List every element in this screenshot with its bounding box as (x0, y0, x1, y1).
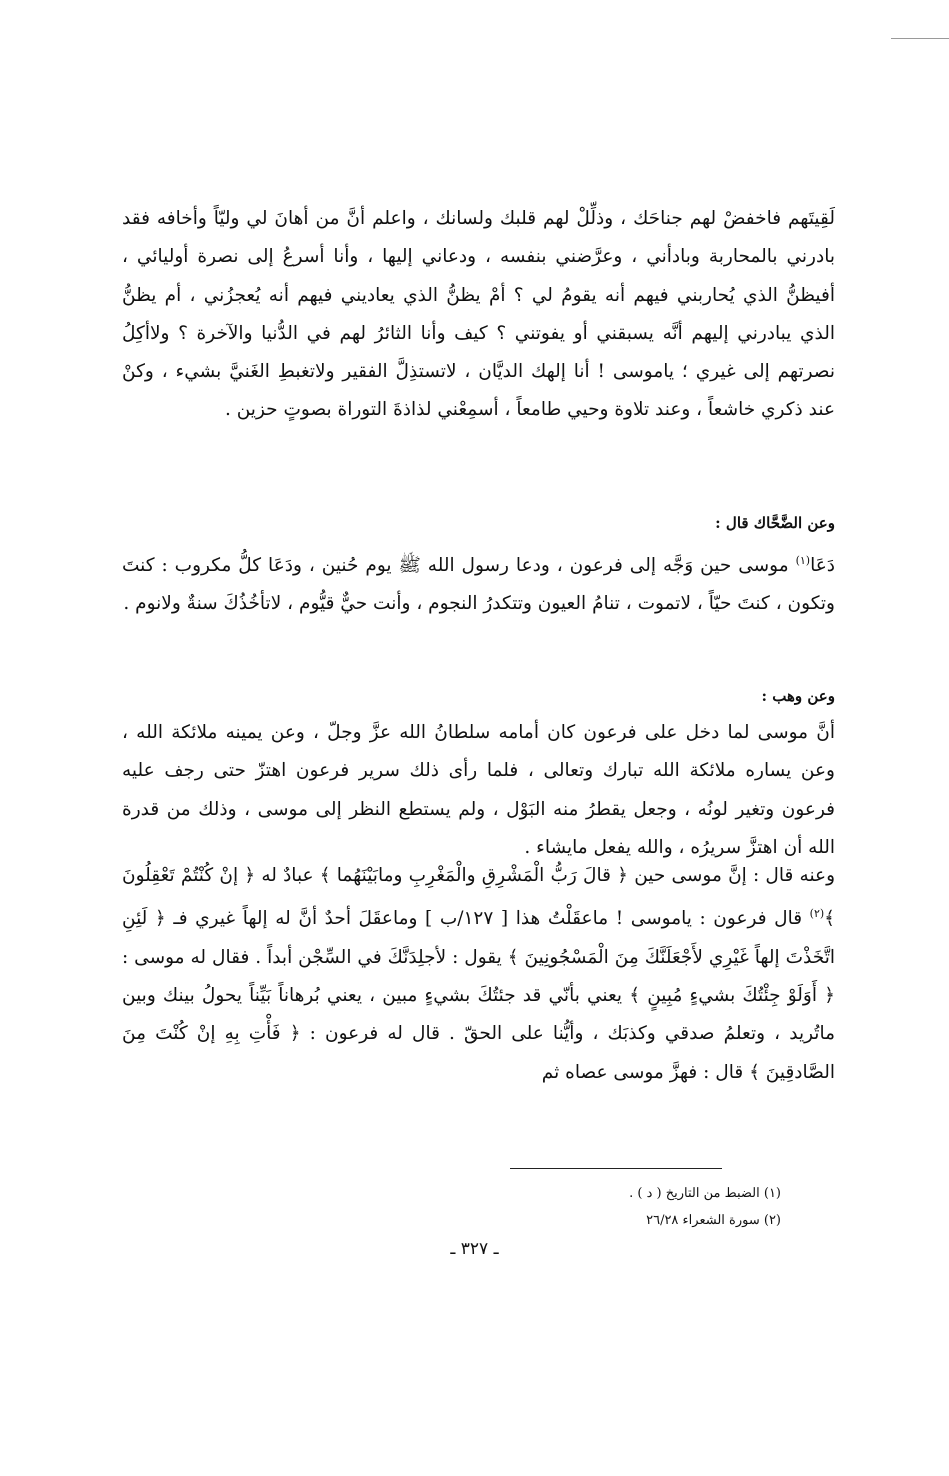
footnote-2: (٢) سورة الشعراء ٢٦/٢٨ (646, 1213, 781, 1228)
heading-wahb: وعن وهب : (761, 687, 835, 705)
paragraph-2-rest: موسى حين وَجَّه إلى فرعون ، ودعا رسول الله ﷺ يوم حُنين ، ودَعَا كلُّ مكروب : كنتَ وتكون ، كنتَ حيّاً ، لاتموت ، تنامُ العيون وتتكدرُ النجوم ، وأنت حيٌّ قيُّوم ، لاتأخُذُكَ سنةٌ ولانوم . (122, 555, 835, 615)
paragraph-3: أنَّ موسى لما دخل على فرعون كان أمامه سلطانُ الله عزَّ وجلّ ، وعن يمينه ملائكة الله ، وعن يساره ملائكة الله تبارك وتعالى ، فلما رأى ذلك سرير فرعون اهتزّ حتى رجف عليه فرعون وتغير لونُه ، وجعل يقطرُ منه البَوْل ، ولم يستطع النظر إلى موسى ، وذلك من قدرة الله أن اهتزَّ سريرُه ، والله يفعل مايشاء . (122, 722, 835, 858)
footnote-separator (510, 1168, 722, 1169)
paragraph-4-start: وعنه قال : إنَّ موسى حين ﴿ قالَ رَبُّ الْمَشْرِقِ والْمَغْرِبِ ومابَيْنَهُما ﴾ عبادٌ له ﴿ إنْ كُنْتُمْ تَعْقِلُونَ ﴾ (122, 865, 835, 930)
paragraph-2-start: دَعَا (810, 555, 835, 577)
footnote-1: (١) الضبط من التاريخ ( د ) . (629, 1186, 781, 1201)
heading-dahhak: وعن الضَّحَّاك قال : (715, 514, 835, 532)
footnotes (629, 1180, 781, 1234)
page-number: ـ ٣٢٧ ـ (450, 1239, 499, 1259)
paragraph-2 (122, 542, 835, 624)
paragraph-1: لَقِيتَهم فاخفضْ لهم جناحَك ، وذلِّلْ لهم قلبك ولسانك ، واعلم أنَّ من أهانَ لي وليّاً وأخافه فقد بادرني بالمحاربة وبادأني ، وعرَّضني بنفسه ، ودعاني إليها ، وأنا أسرعُ إلى نصرة أوليائي ، أفيظنُّ الذي يُحاربني فيهم أنه يقومُ لي ؟ أمْ يظنُّ الذي يعاديني فيهم أنه يُعجزُني ، أم يظنُّ الذي يبادرني إليهم أنَّه يسبقني أو يفوتني ؟ كيف وأنا الثائرُ لهم في الدُّنيا والآخرة ؟ ولاأكِلُ نصرتهم إلى غيري ؛ ياموسى ! أنا إلهك الديَّان ، لاتستذِلَّ الفقير ولاتغبطِ الغَنيَّ بشيء ، وكنْ عند ذكري خاشعاً ، وعند تلاوة وحيي طامعاً ، أسمِعْني لذاذةَ التوراة بصوتٍ حزين . (122, 208, 835, 421)
paragraph-4 (122, 857, 835, 1092)
footnote-ref-2: (٢) (809, 907, 825, 921)
top-right-rule (891, 38, 949, 39)
paragraph-4-rest: قال فرعون : ياموسى ! ماعقَلْتُ هذا [ ١٢٧/ب ] وماعقَلَ أحدٌ أنَّ له إلهاً غيري فـ ﴿ لَئِنِ اتَّخَذْتَ إلهاً غَيْرِي لأَجْعَلَنَّكَ مِنَ الْمَسْجُونِينَ ﴾ يقول : لأجلِدَنَّكَ في السِّجْن أبداً . فقال له موسى : ﴿ أَوَلَوْ جِئْتُكَ بشيءٍ مُبِينٍ ﴾ يعني بأنّي قد جئتُكَ بشيءٍ مبين ، يعني بُرهاناً بَيِّناً يحولُ بينك وبين ماتُريد ، وتعلمُ صدقي وكذبَك ، وأيُّنا على الحقّ . قال له فرعون : ﴿ فَأْتِ بِهِ إنْ كُنْتَ مِنَ الصَّادقِينَ ﴾ قال : فهزَّ موسى عصاه ثم (122, 908, 835, 1083)
footnote-ref-1: (١) (795, 554, 811, 567)
